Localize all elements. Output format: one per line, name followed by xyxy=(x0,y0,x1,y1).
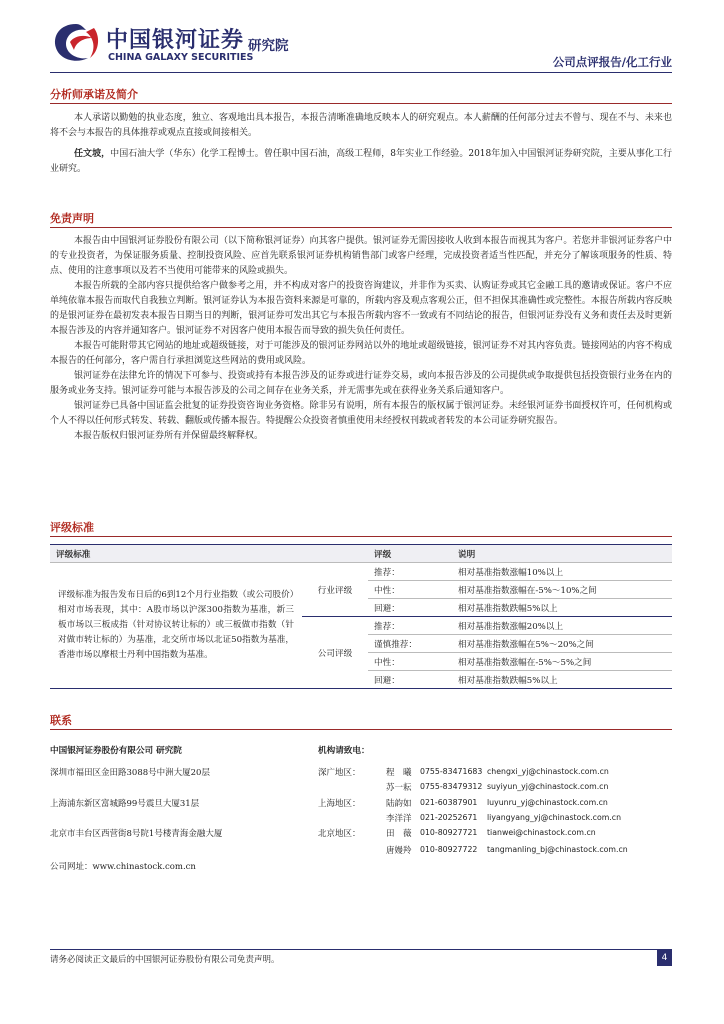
analyst-section xyxy=(50,111,672,177)
disclaimer-paragraph: 银河证券已具备中国证监会批复的证券投资咨询业务资格。除非另有说明，所有本报告的版权属于银河证券。未经银河证券书面授权许可，任何机构或个人不得以任何形式转发、转载、翻版或传播本报告。特提醒公众投资者慎重使用未经授权刊载或者转发的本公司证券研究报告。 xyxy=(50,401,672,426)
rating-desc: 相对基准指数涨幅20%以上 xyxy=(452,617,672,635)
contact-heading: 联系 xyxy=(50,714,672,730)
contact-phone: 0755-83471683 xyxy=(420,767,483,776)
analyst-heading: 分析师承诺及简介 xyxy=(50,88,672,104)
contact-name: 唐嫚羚 xyxy=(386,846,412,856)
rating-value: 谨慎推荐： xyxy=(368,635,452,653)
contact-company: 中国银河证券股份有限公司 研究院 xyxy=(50,746,182,756)
disclaimer-paragraph: 银河证券在法律允许的情况下可参与、投资或持有本报告涉及的证券或进行证券交易，或向本报告涉及的公司提供或争取提供包括投资银行业务在内的服务或业务支持。银河证券可能与本报告涉及的公司之间存在业务关系，并无需事先或在获得业务关系后通知客户。 xyxy=(50,371,672,396)
rating-desc: 相对基准指数跌幅5%以上 xyxy=(452,671,672,689)
company-logo xyxy=(50,20,450,66)
col-group xyxy=(302,545,368,563)
logo-chinese-name: 中国银河证券 xyxy=(106,28,245,53)
analyst-name: 任文坡， xyxy=(74,149,111,159)
header-divider xyxy=(50,72,672,73)
disclaimer-paragraph: 本报告所载的全部内容只提供给客户做参考之用，并不构成对客户的投资咨询建议，并非作为买卖、认购证券或其它金融工具的邀请或保证。客户不应单纯依靠本报告而取代自我独立判断。银河证券认为本报告资料来源是可靠的，所载内容及观点客观公正，但不担保其准确性或完整性。本报告所载内容反映的是银河证券在最初发表本报告日期当日的判断，银河证券可发出其它与本报告所载内容不一致或有不同结论的报告，但银河证券没有义务和责任去及时更新本报告涉及的内容并通知客户。银河证券不对因客户使用本报告而导致的损失负任何责任。 xyxy=(50,281,672,336)
disclaimer-paragraph: 本报告版权归银河证券所有并保留最终解释权。 xyxy=(74,431,264,441)
address-beijing: 北京市丰台区西营街8号院1号楼青海金融大厦 xyxy=(50,829,223,839)
contact-name: 程 曦 xyxy=(386,768,412,778)
rating-desc: 相对基准指数涨幅10%以上 xyxy=(452,563,672,581)
rating-value: 中性： xyxy=(368,581,452,599)
rating-description: 评级标准为报告发布日后的6到12个月行业指数（或公司股价）相对市场表现，其中：A股市场以沪深300指数为基准，新三板市场以三板成指（针对协议转让标的）或三板做市指数（针对做市转让标的）为基准，北交所市场以北证50指数为基准，香港市场以摩根士丹利中国指数为基准。 xyxy=(50,563,302,689)
report-type: 公司点评报告/化工行业 xyxy=(552,55,672,69)
contact-phone: 0755-83479312 xyxy=(420,782,483,791)
company-rating-label: 公司评级 xyxy=(302,617,368,689)
institution-contact-title: 机构请致电： xyxy=(318,746,370,756)
rating-table-header xyxy=(50,545,672,563)
footer-note: 请务必阅读正文最后的中国银河证券股份有限公司免责声明。 xyxy=(50,955,280,965)
disclaimer-heading: 免责声明 xyxy=(50,212,672,228)
region-label: 北京地区： xyxy=(318,829,361,839)
analyst-pledge: 本人承诺以勤勉的执业态度，独立、客观地出具本报告，本报告清晰准确地反映本人的研究观点。本人薪酬的任何部分过去不曾与、现在不与、未来也将不会与本报告的具体推荐或观点直接或间接相关。 xyxy=(50,113,672,138)
contact-phone: 021-60387901 xyxy=(420,798,478,807)
rating-desc: 相对基准指数涨幅在-5%～10%之间 xyxy=(452,581,672,599)
disclaimer-section xyxy=(50,234,672,444)
contact-name: 田 薇 xyxy=(386,829,412,839)
rating-value: 回避： xyxy=(368,671,452,689)
contact-email: chengxi_yj@chinastock.com.cn xyxy=(487,767,609,776)
industry-rating-label: 行业评级 xyxy=(302,563,368,617)
contact-name: 陆韵如 xyxy=(386,799,412,809)
contact-phone: 021-20252671 xyxy=(420,813,478,822)
rating-heading: 评级标准 xyxy=(50,521,672,537)
contact-name: 李洋洋 xyxy=(386,814,412,824)
logo-english-name: CHINA GALAXY SECURITIES xyxy=(108,52,254,63)
galaxy-logo-icon xyxy=(50,20,102,66)
contact-email: luyunru_yj@chinastock.com.cn xyxy=(487,798,608,807)
rating-value: 推荐： xyxy=(368,563,452,581)
rating-table xyxy=(50,544,672,689)
analyst-bio: 中国石油大学（华东）化学工程博士。曾任职中国石油，高级工程师，8年实业工作经验。2018年加入中国银河证券研究院，主要从事化工行业研究。 xyxy=(50,149,672,174)
contact-email: liyangyang_yj@chinastock.com.cn xyxy=(487,813,622,822)
rating-desc: 相对基准指数涨幅在-5%～5%之间 xyxy=(452,653,672,671)
col-description: 说明 xyxy=(452,545,672,563)
disclaimer-paragraph: 本报告由中国银河证券股份有限公司（以下简称银河证券）向其客户提供。银河证券无需因接收人收到本报告而视其为客户。若您并非银河证券客户中的专业投资者，为保证服务质量、控制投资风险、应首先联系银河证券机构销售部门或客户经理，完成投资者适当性匹配，并充分了解该项服务的性质、特点、使用的注意事项以及若不当使用可能带来的风险或损失。 xyxy=(50,236,672,276)
contact-email: tianwei@chinastock.com.cn xyxy=(487,828,596,837)
footer-divider xyxy=(50,949,672,950)
col-rating: 评级 xyxy=(368,545,452,563)
disclaimer-paragraph: 本报告可能附带其它网站的地址或超级链接，对于可能涉及的银河证券网站以外的地址或超级链接，银河证券不对其内容负责。链接网站的内容不构成本报告的任何部分，客户需自行承担浏览这些网站的费用或风险。 xyxy=(50,341,672,366)
address-shenzhen: 深圳市福田区金田路3088号中洲大厦20层 xyxy=(50,768,210,778)
company-website: 公司网址：www.chinastock.com.cn xyxy=(50,862,196,872)
rating-desc: 相对基准指数涨幅在5%～20%之间 xyxy=(452,635,672,653)
contact-name: 苏一耘 xyxy=(386,783,412,793)
contact-email: tangmanling_bj@chinastock.com.cn xyxy=(487,845,628,854)
analyst-bio-paragraph xyxy=(50,147,672,177)
rating-value: 中性： xyxy=(368,653,452,671)
address-shanghai: 上海浦东新区富城路99号震旦大厦31层 xyxy=(50,799,200,809)
rating-value: 回避： xyxy=(368,599,452,617)
col-standard: 评级标准 xyxy=(50,545,302,563)
logo-institute: 研究院 xyxy=(248,38,289,54)
table-row xyxy=(50,563,672,581)
contact-phone: 010-80927721 xyxy=(420,828,478,837)
region-label: 深广地区： xyxy=(318,768,361,778)
page-number: 4 xyxy=(657,950,672,966)
contact-email: suyiyun_yj@chinastock.com.cn xyxy=(487,782,609,791)
region-label: 上海地区： xyxy=(318,799,361,809)
rating-value: 推荐： xyxy=(368,617,452,635)
rating-desc: 相对基准指数跌幅5%以上 xyxy=(452,599,672,617)
contact-phone: 010-80927722 xyxy=(420,845,478,854)
